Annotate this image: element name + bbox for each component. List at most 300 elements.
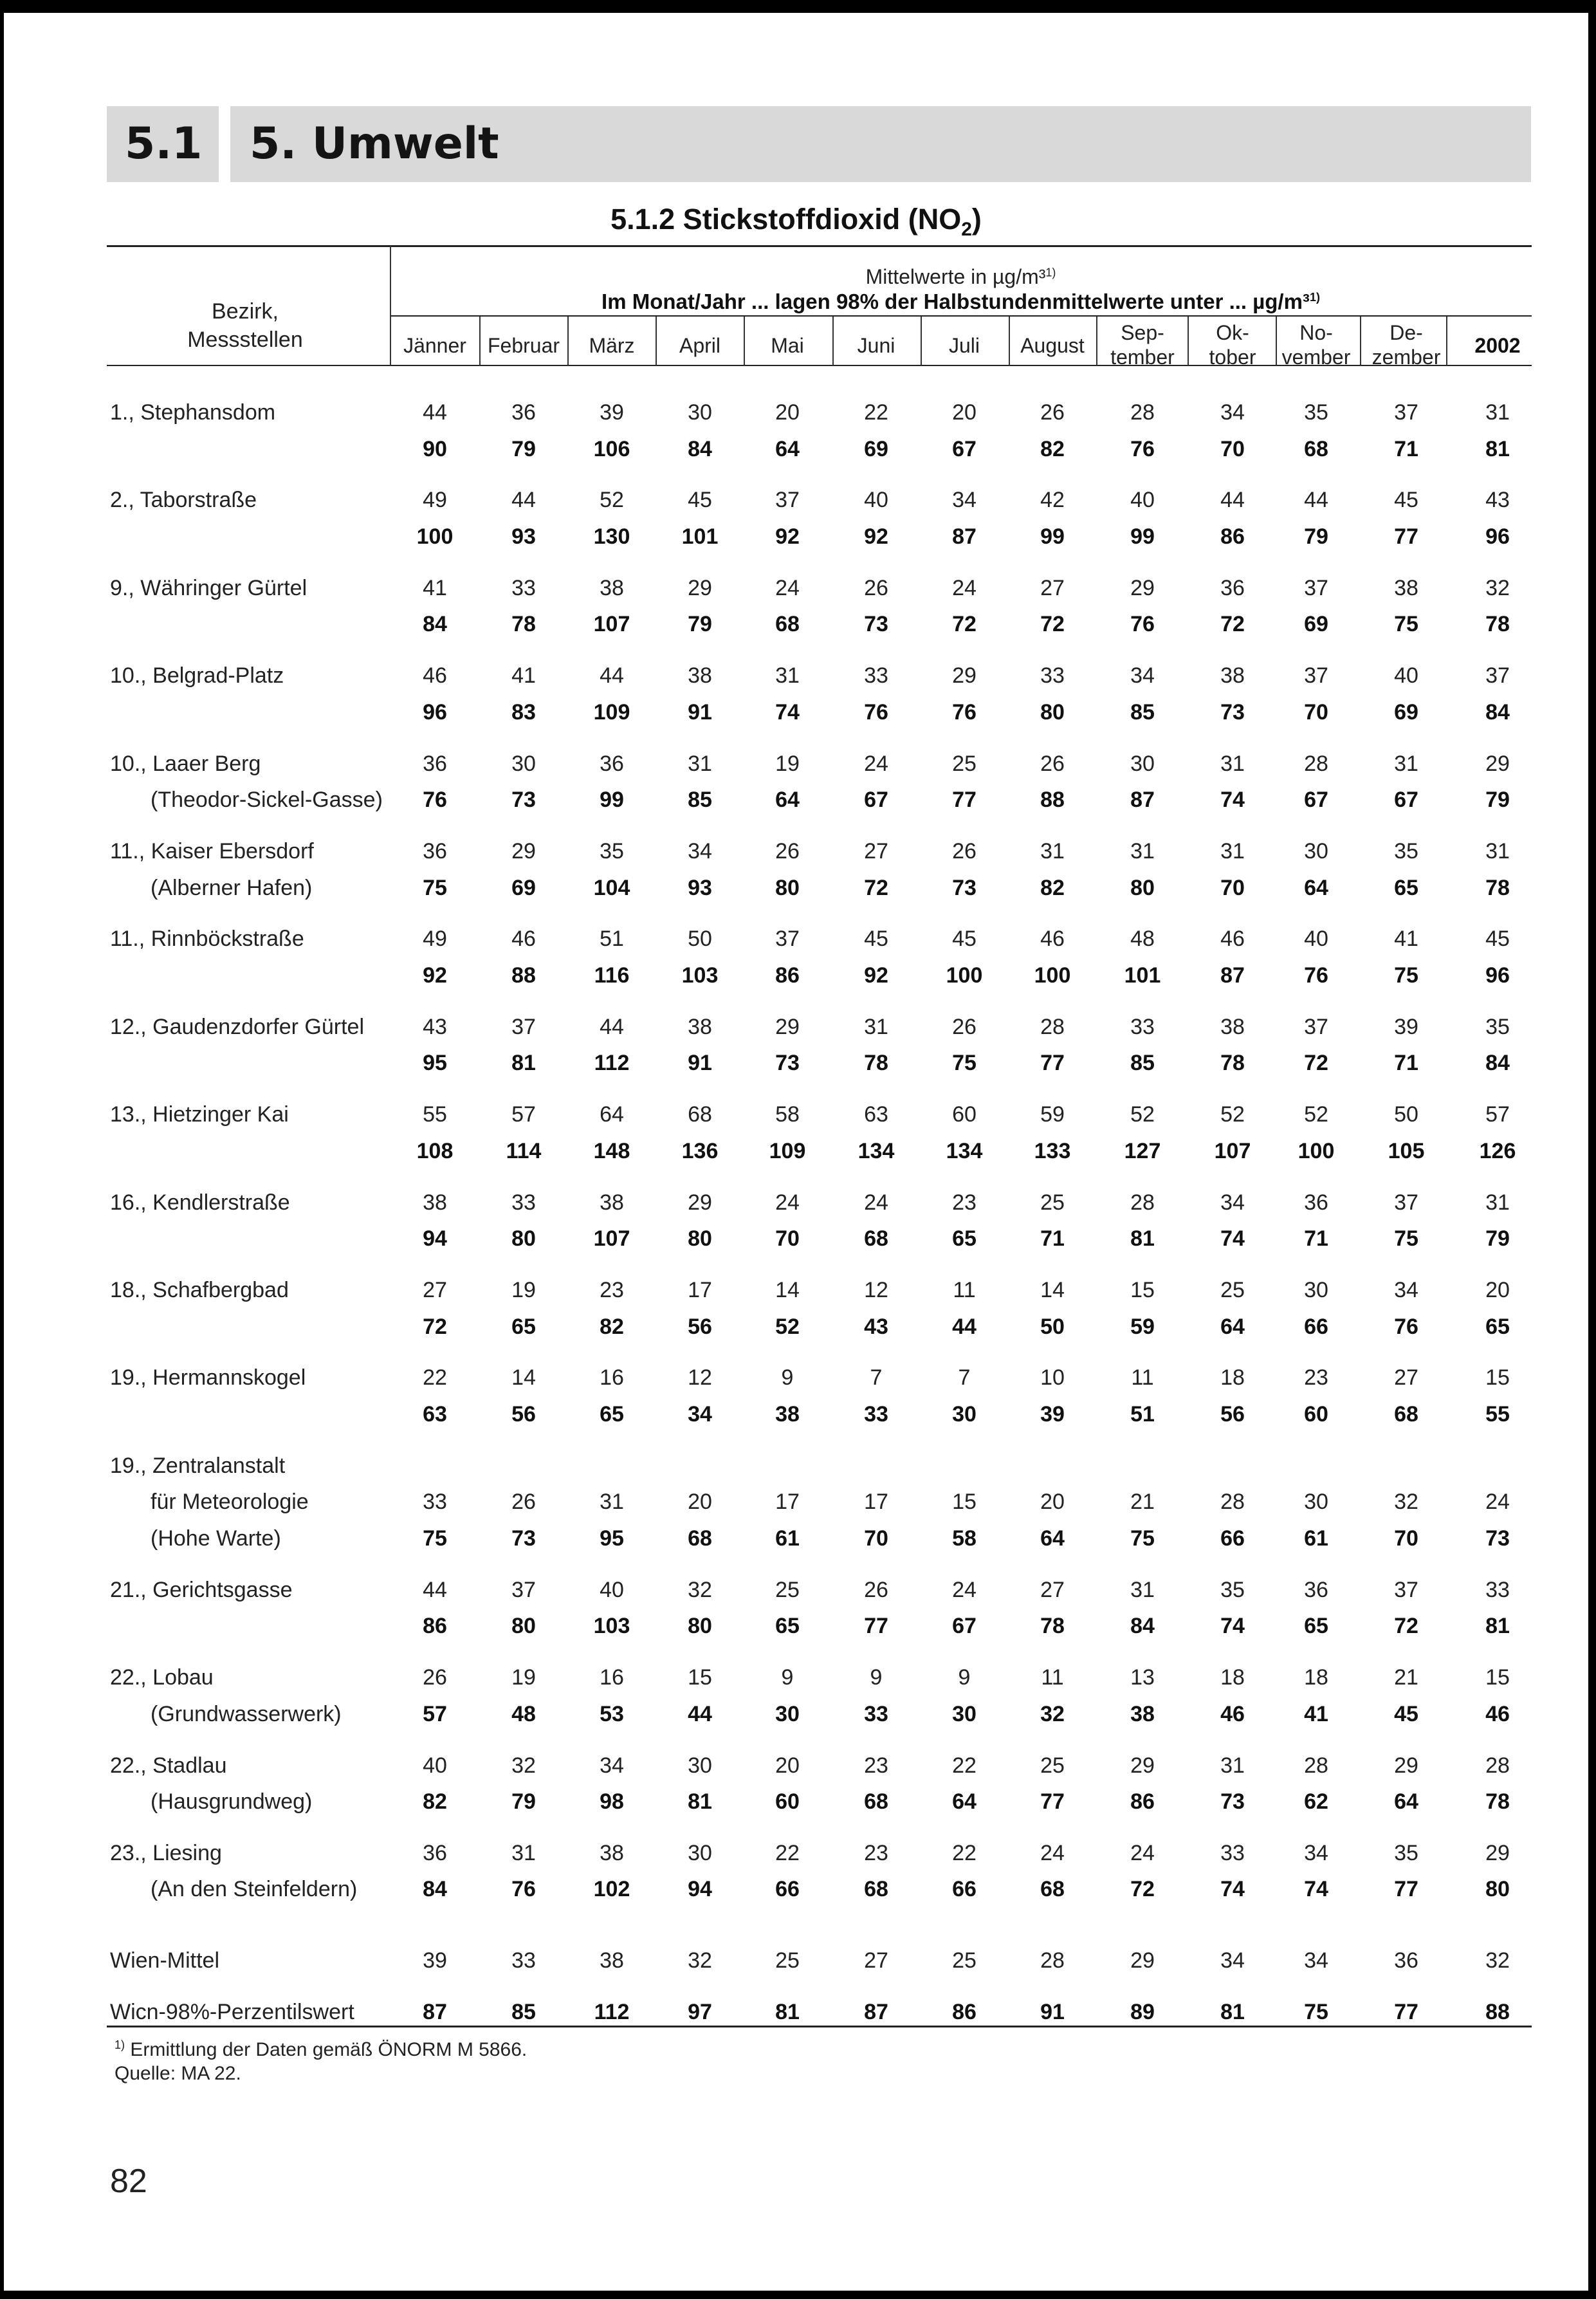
mean-value: 23: [600, 1278, 624, 1302]
station-label: 9., Währinger Gürtel: [110, 575, 307, 600]
mean-value: 36: [600, 751, 624, 776]
p98-value: 100: [1034, 963, 1071, 988]
p98-value: 79: [511, 436, 536, 461]
month-header-line2: tember: [1110, 346, 1175, 369]
mean-value: 38: [1220, 1014, 1245, 1039]
mean-value: 40: [864, 488, 888, 513]
mean-value: 10: [1040, 1365, 1065, 1390]
mean-value: 24: [1040, 1840, 1065, 1865]
summary-value: 25: [775, 1948, 800, 1973]
source-note: Quelle: MA 22.: [115, 2063, 241, 2084]
p98-value: 74: [1220, 1614, 1245, 1639]
mean-value: 37: [511, 1577, 536, 1602]
summary-value: 97: [688, 2000, 712, 2024]
mean-value: 41: [1394, 927, 1418, 952]
p98-value: 73: [864, 612, 888, 637]
station-label: (Theodor-Sickel-Gasse): [151, 788, 383, 813]
mean-value: 30: [1304, 1490, 1328, 1515]
mean-value: 26: [1040, 400, 1065, 425]
station-label: 23., Liesing: [110, 1840, 222, 1865]
mean-value: 24: [864, 751, 888, 776]
mean-value: 28: [1220, 1490, 1245, 1515]
p98-value: 68: [1394, 1401, 1418, 1426]
p98-value: 76: [423, 788, 447, 813]
p98-value: 79: [1485, 788, 1510, 813]
month-header: [921, 333, 1008, 358]
p98-value: 61: [775, 1526, 800, 1551]
p98-value: 84: [1130, 1614, 1155, 1639]
month-header-line1: Sep-: [1121, 321, 1164, 344]
mean-value: 36: [1220, 575, 1245, 600]
p98-value: 77: [952, 788, 977, 813]
month-divider: [1276, 317, 1277, 365]
month-divider: [1188, 317, 1189, 365]
p98-value: 86: [775, 963, 800, 988]
mean-value: 37: [1394, 400, 1418, 425]
p98-value: 80: [688, 1226, 712, 1251]
p98-value: 99: [600, 788, 624, 813]
mean-value: 9: [781, 1365, 794, 1390]
p98-value: 48: [511, 1701, 536, 1726]
p98-value: 77: [1040, 1051, 1065, 1076]
month-header-line2: tober: [1209, 346, 1256, 369]
p98-value: 75: [1394, 963, 1418, 988]
p98-value: 72: [423, 1314, 447, 1339]
p98-value: 85: [1130, 699, 1155, 725]
p98-value: 74: [1220, 788, 1245, 813]
mean-value: 68: [688, 1102, 712, 1127]
mean-value: 37: [511, 1014, 536, 1039]
p98-value: 92: [423, 963, 447, 988]
summary-value: 33: [511, 1948, 536, 1973]
p98-value: 96: [1485, 524, 1510, 549]
mean-value: 17: [688, 1278, 712, 1302]
p98-value: 67: [952, 1614, 977, 1639]
p98-value: 109: [593, 699, 630, 725]
summary-value: 27: [864, 1948, 888, 1973]
p98-value: 107: [593, 612, 630, 637]
mean-value: 35: [1394, 839, 1418, 863]
p98-value: 68: [864, 1226, 888, 1251]
p98-value: 81: [1485, 1614, 1510, 1639]
mean-value: 31: [1485, 400, 1510, 425]
mean-value: 20: [952, 400, 977, 425]
summary-value: 75: [1304, 2000, 1328, 2024]
p98-value: 80: [1130, 875, 1155, 900]
p98-value: 87: [1130, 788, 1155, 813]
page: [4, 13, 1588, 2291]
mean-value: 55: [423, 1102, 447, 1127]
summary-value: 89: [1130, 2000, 1155, 2024]
p98-value: 62: [1304, 1789, 1328, 1814]
p98-value: 69: [511, 875, 536, 900]
summary-label: Wien-Mittel: [110, 1948, 220, 1973]
mean-value: 29: [952, 663, 977, 688]
mean-value: 30: [1130, 751, 1155, 776]
p98-value: 84: [1485, 699, 1510, 725]
p98-value: 72: [1040, 612, 1065, 637]
p98-value: 81: [1485, 436, 1510, 461]
month-header: [1454, 333, 1541, 358]
mean-value: 28: [1485, 1753, 1510, 1778]
p98-value: 80: [511, 1614, 536, 1639]
mean-value: 19: [511, 1278, 536, 1302]
p98-value: 74: [1220, 1877, 1245, 1902]
mean-value: 38: [600, 1840, 624, 1865]
mean-value: 31: [1220, 839, 1245, 863]
p98-value: 64: [775, 788, 800, 813]
p98-value: 32: [1040, 1701, 1065, 1726]
mean-value: 28: [1130, 1190, 1155, 1215]
p98-value: 78: [1485, 875, 1510, 900]
month-header-line1: Ok-: [1216, 321, 1249, 344]
mean-value: 27: [1394, 1365, 1418, 1390]
mean-value: 33: [864, 663, 888, 688]
bezirk-header-line2: Messstellen: [187, 328, 303, 352]
month-header: [1272, 320, 1360, 369]
p98-value: 60: [1304, 1401, 1328, 1426]
p98-value: 134: [946, 1138, 983, 1163]
p98-value: 78: [864, 1051, 888, 1076]
p98-value: 55: [1485, 1401, 1510, 1426]
p98-value: 68: [1040, 1877, 1065, 1902]
month-header-line1: Jänner: [403, 334, 466, 357]
summary-value: 112: [594, 2000, 630, 2024]
mean-value: 29: [1130, 575, 1155, 600]
month-header: [1189, 320, 1276, 369]
p98-value: 75: [1130, 1526, 1155, 1551]
mean-value: 37: [1394, 1190, 1418, 1215]
mean-value: 17: [864, 1490, 888, 1515]
mean-value: 44: [511, 488, 536, 513]
p98-value: 78: [511, 612, 536, 637]
mean-value: 26: [775, 839, 800, 863]
p98-value: 136: [681, 1138, 719, 1163]
p98-value: 101: [1124, 963, 1161, 988]
month-header-line1: April: [679, 334, 720, 357]
p98-value: 44: [952, 1314, 977, 1339]
mean-value: 22: [423, 1365, 447, 1390]
station-label: 10., Belgrad-Platz: [110, 663, 284, 688]
p98-value: 65: [1394, 875, 1418, 900]
mean-value: 20: [688, 1490, 712, 1515]
station-label: 18., Schafbergbad: [110, 1278, 289, 1302]
p98-value: 75: [423, 875, 447, 900]
p98-value: 73: [1485, 1526, 1510, 1551]
mean-value: 38: [600, 575, 624, 600]
mean-value: 35: [1485, 1014, 1510, 1039]
p98-value: 33: [864, 1401, 888, 1426]
bezirk-header-line1: Bezirk,: [212, 299, 279, 324]
p98-value: 77: [864, 1614, 888, 1639]
mean-value: 58: [775, 1102, 800, 1127]
mean-value: 32: [688, 1577, 712, 1602]
p98-value: 30: [775, 1701, 800, 1726]
summary-value: 29: [1130, 1948, 1155, 1973]
month-header-line1: März: [589, 334, 635, 357]
mean-value: 25: [775, 1577, 800, 1602]
p98-value: 91: [688, 699, 712, 725]
p98-value: 95: [423, 1051, 447, 1076]
p98-value: 83: [511, 699, 536, 725]
mean-value: 33: [1485, 1577, 1510, 1602]
p98-value: 65: [952, 1226, 977, 1251]
mean-value: 20: [775, 400, 800, 425]
mean-value: 18: [1220, 1365, 1245, 1390]
p98-value: 61: [1304, 1526, 1328, 1551]
mean-value: 26: [952, 839, 977, 863]
mean-value: 27: [423, 1278, 447, 1302]
mean-value: 22: [952, 1840, 977, 1865]
mean-value: 22: [775, 1840, 800, 1865]
month-divider: [1096, 317, 1097, 365]
mean-value: 33: [1130, 1014, 1155, 1039]
p98-value: 69: [1394, 699, 1418, 725]
p98-value: 100: [1298, 1138, 1335, 1163]
p98-value: 65: [600, 1401, 624, 1426]
month-header-line1: No-: [1299, 321, 1333, 344]
mean-value: 15: [1130, 1278, 1155, 1302]
mean-value: 44: [1220, 488, 1245, 513]
mean-value: 12: [864, 1278, 888, 1302]
p98-value: 75: [1394, 1226, 1418, 1251]
mean-value: 15: [952, 1490, 977, 1515]
p98-value: 75: [952, 1051, 977, 1076]
p98-value: 126: [1479, 1138, 1516, 1163]
p98-value: 51: [1130, 1401, 1155, 1426]
p98-value: 67: [1304, 788, 1328, 813]
p98-value: 85: [1130, 1051, 1155, 1076]
mean-value: 40: [600, 1577, 624, 1602]
mean-value: 44: [600, 663, 624, 688]
p98-value: 82: [1040, 875, 1065, 900]
p98-value: 64: [952, 1789, 977, 1814]
mean-value: 37: [1485, 663, 1510, 688]
mean-value: 38: [688, 1014, 712, 1039]
p98-value: 67: [1394, 788, 1418, 813]
mean-value: 39: [600, 400, 624, 425]
mean-value: 32: [511, 1753, 536, 1778]
p98-value: 39: [1040, 1401, 1065, 1426]
month-header-line1: Mai: [771, 334, 804, 357]
p98-value: 148: [593, 1138, 630, 1163]
mean-value: 11: [1131, 1365, 1154, 1390]
month-header: [832, 333, 920, 358]
p98-value: 76: [1130, 612, 1155, 637]
mean-value: 45: [688, 488, 712, 513]
p98-value: 46: [1220, 1701, 1245, 1726]
mean-value: 46: [1040, 927, 1065, 952]
mean-value: 42: [1040, 488, 1065, 513]
p98-value: 81: [688, 1789, 712, 1814]
p98-value: 82: [600, 1314, 624, 1339]
mean-value: 26: [864, 575, 888, 600]
p98-value: 78: [1040, 1614, 1065, 1639]
p98-value: 130: [593, 524, 630, 549]
p98-value: 70: [775, 1226, 800, 1251]
month-header: [391, 333, 479, 358]
p98-value: 70: [1220, 436, 1245, 461]
mean-value: 31: [600, 1490, 624, 1515]
mean-value: 24: [1130, 1840, 1155, 1865]
mean-value: 29: [1485, 1840, 1510, 1865]
month-header-line2: vember: [1281, 346, 1351, 369]
mean-value: 41: [511, 663, 536, 688]
p98-value: 108: [416, 1138, 454, 1163]
p98-value: 72: [1130, 1877, 1155, 1902]
p98-value: 82: [423, 1789, 447, 1814]
mean-value: 31: [1485, 1190, 1510, 1215]
mean-value: 20: [775, 1753, 800, 1778]
mean-value: 45: [952, 927, 977, 952]
mean-value: 38: [1220, 663, 1245, 688]
mean-value: 36: [423, 1840, 447, 1865]
p98-value: 56: [511, 1401, 536, 1426]
month-divider: [567, 317, 569, 365]
p98-value: 70: [864, 1526, 888, 1551]
p98-value: 92: [864, 524, 888, 549]
mean-value: 31: [511, 1840, 536, 1865]
p98-value: 70: [1394, 1526, 1418, 1551]
p98-value: 109: [769, 1138, 806, 1163]
month-header: [1099, 320, 1186, 369]
mean-value: 31: [1394, 751, 1418, 776]
p98-value: 30: [952, 1401, 977, 1426]
station-label: 19., Hermannskogel: [110, 1365, 306, 1390]
station-label: 1., Stephansdom: [110, 400, 276, 425]
mean-value: 40: [1394, 663, 1418, 688]
p98-value: 86: [1220, 524, 1245, 549]
p98-value: 41: [1304, 1701, 1328, 1726]
p98-value: 80: [511, 1226, 536, 1251]
p98-value: 88: [511, 963, 536, 988]
p98-value: 96: [1485, 963, 1510, 988]
p98-value: 127: [1124, 1138, 1161, 1163]
p98-value: 107: [1214, 1138, 1251, 1163]
mean-value: 13: [1130, 1665, 1155, 1690]
station-label: 21., Gerichtsgasse: [110, 1577, 293, 1602]
mean-value: 34: [1220, 400, 1245, 425]
p98-value: 53: [600, 1701, 624, 1726]
mean-value: 63: [864, 1102, 888, 1127]
p98-value: 84: [1485, 1051, 1510, 1076]
p98-value: 72: [1394, 1614, 1418, 1639]
summary-value: 39: [423, 1948, 447, 1973]
mean-value: 60: [952, 1102, 977, 1127]
mean-value: 33: [1040, 663, 1065, 688]
mean-value: 37: [775, 927, 800, 952]
section-title: 5. Umwelt: [230, 106, 1531, 182]
mean-value: 28: [1040, 1014, 1065, 1039]
p98-value: 60: [775, 1789, 800, 1814]
p98-value: 134: [858, 1138, 895, 1163]
mean-value: 43: [1485, 488, 1510, 513]
mean-value: 45: [864, 927, 888, 952]
p98-value: 71: [1394, 1051, 1418, 1076]
mean-value: 49: [423, 488, 447, 513]
p98-value: 71: [1394, 436, 1418, 461]
station-label: (Grundwasserwerk): [151, 1701, 342, 1726]
p98-value: 56: [688, 1314, 712, 1339]
mean-value: 24: [864, 1190, 888, 1215]
mittelwerte-header: Mittelwerte in µg/m³$^{1)}$: [865, 265, 1056, 288]
p98-value: 80: [688, 1614, 712, 1639]
p98-value: 44: [688, 1701, 712, 1726]
p98-value: 133: [1034, 1138, 1071, 1163]
mean-value: 21: [1394, 1665, 1418, 1690]
mean-value: 30: [688, 1840, 712, 1865]
halbstunden-header: Im Monat/Jahr ... lagen 98% der Halbstundenmittelwerte unter ... µg/m³$^{1)}$: [601, 290, 1320, 313]
mean-value: 29: [1485, 751, 1510, 776]
mean-value: 31: [688, 751, 712, 776]
p98-value: 63: [423, 1401, 447, 1426]
table-title: 5.1.2 Stickstoffdioxid $(NO_2)$: [610, 203, 982, 240]
mean-value: 15: [1485, 1365, 1510, 1390]
mean-value: 9: [958, 1665, 971, 1690]
p98-value: 65: [1304, 1614, 1328, 1639]
station-label: 11., Kaiser Ebersdorf: [110, 839, 314, 863]
mean-value: 35: [1394, 1840, 1418, 1865]
summary-value: 81: [775, 2000, 800, 2024]
p98-value: 84: [423, 612, 447, 637]
p98-value: 79: [511, 1789, 536, 1814]
summary-value: 86: [952, 2000, 977, 2024]
mean-value: 30: [688, 400, 712, 425]
mean-value: 37: [775, 488, 800, 513]
mean-value: 28: [1304, 1753, 1328, 1778]
p98-value: 78: [1485, 1789, 1510, 1814]
summary-value: 87: [423, 2000, 447, 2024]
mean-value: 24: [775, 575, 800, 600]
p98-value: 64: [1040, 1526, 1065, 1551]
mean-value: 22: [952, 1753, 977, 1778]
mean-value: 35: [1220, 1577, 1245, 1602]
summary-value: 25: [952, 1948, 977, 1973]
mean-value: 29: [688, 575, 712, 600]
p98-value: 103: [593, 1614, 630, 1639]
station-label: (Alberner Hafen): [151, 875, 313, 900]
p98-value: 72: [952, 612, 977, 637]
p98-value: 33: [864, 1701, 888, 1726]
mean-value: 18: [1220, 1665, 1245, 1690]
mean-value: 29: [1130, 1753, 1155, 1778]
p98-value: 66: [1304, 1314, 1328, 1339]
p98-value: 68: [775, 612, 800, 637]
p98-value: 64: [775, 436, 800, 461]
month-divider: [479, 317, 481, 365]
mean-value: 11: [953, 1278, 976, 1302]
mean-value: 30: [1304, 1278, 1328, 1302]
p98-value: 81: [1130, 1226, 1155, 1251]
station-label: (An den Steinfeldern): [151, 1877, 358, 1902]
mean-value: 43: [423, 1014, 447, 1039]
mean-value: 31: [775, 663, 800, 688]
mean-value: 52: [1130, 1102, 1155, 1127]
mean-value: 9: [781, 1665, 794, 1690]
summary-value: 88: [1485, 2000, 1510, 2024]
p98-value: 77: [1394, 1877, 1418, 1902]
mean-value: 29: [775, 1014, 800, 1039]
p98-value: 46: [1485, 1701, 1510, 1726]
p98-value: 64: [1394, 1789, 1418, 1814]
p98-value: 112: [594, 1051, 630, 1076]
mean-value: 59: [1040, 1102, 1065, 1127]
p98-value: 65: [511, 1314, 536, 1339]
p98-value: 84: [423, 1877, 447, 1902]
mean-value: 51: [600, 927, 624, 952]
month-divider: [921, 317, 922, 365]
mean-value: 40: [1304, 927, 1328, 952]
